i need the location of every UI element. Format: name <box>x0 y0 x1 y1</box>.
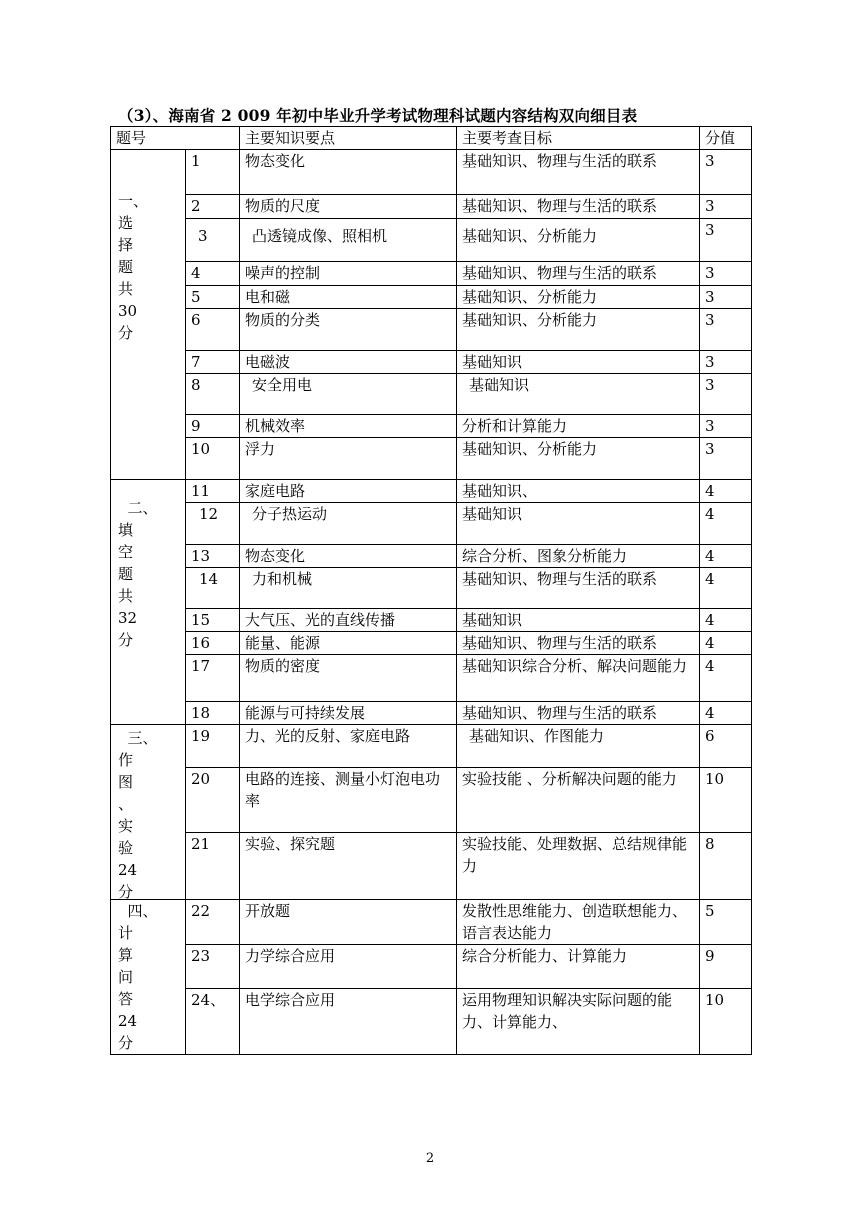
goal-cell: 基础知识、分析能力 <box>457 309 700 351</box>
goal-cell: 基础知识 <box>457 503 700 545</box>
header-question-no: 题号 <box>111 127 240 150</box>
goal-cell: 基础知识综合分析、解决问题能力 <box>457 655 700 702</box>
goal-cell: 实验技能 、分析解决问题的能力 <box>457 768 700 833</box>
knowledge-cell: 电学综合应用 <box>240 989 457 1055</box>
table-row <box>111 480 752 503</box>
question-no: 22 <box>186 900 240 945</box>
goal-cell: 基础知识、分析能力 <box>457 438 700 480</box>
question-no: 10 <box>186 438 240 480</box>
question-no: 1 <box>186 150 240 195</box>
goal-cell: 基础知识、物理与生活的联系 <box>457 150 700 195</box>
score-cell: 8 <box>700 833 752 900</box>
exam-structure-table <box>110 126 752 1055</box>
table-row <box>111 833 752 900</box>
knowledge-cell: 开放题 <box>240 900 457 945</box>
table-row <box>111 702 752 725</box>
knowledge-cell: 能量、能源 <box>240 632 457 655</box>
score-cell: 4 <box>700 609 752 632</box>
table-row <box>111 725 752 768</box>
table-row <box>111 945 752 989</box>
table-row <box>111 503 752 545</box>
knowledge-cell: 物态变化 <box>240 150 457 195</box>
knowledge-cell: 能源与可持续发展 <box>240 702 457 725</box>
category-label-1: 一、 选 择 题 共 30 分 <box>118 192 149 342</box>
question-no: 6 <box>186 309 240 351</box>
category-cell-4 <box>111 900 186 1055</box>
score-cell: 3 <box>700 309 752 351</box>
goal-cell: 分析和计算能力 <box>457 415 700 438</box>
goal-cell: 基础知识、 <box>457 480 700 503</box>
question-no: 18 <box>186 702 240 725</box>
score-cell: 3 <box>700 286 752 309</box>
table-row <box>111 438 752 480</box>
goal-cell: 基础知识、分析能力 <box>457 286 700 309</box>
score-cell: 6 <box>700 725 752 768</box>
question-no: 9 <box>186 415 240 438</box>
table-row <box>111 374 752 415</box>
score-cell: 4 <box>700 568 752 609</box>
score-cell: 9 <box>700 945 752 989</box>
score-cell: 4 <box>700 503 752 545</box>
score-cell: 3 <box>700 262 752 286</box>
question-no: 21 <box>186 833 240 900</box>
score-cell: 4 <box>700 655 752 702</box>
goal-cell: 基础知识 <box>457 609 700 632</box>
knowledge-cell: 电路的连接、测量小灯泡电功率 <box>240 768 457 833</box>
question-no: 2 <box>186 195 240 219</box>
header-knowledge: 主要知识要点 <box>240 127 457 150</box>
question-no: 3 <box>186 219 240 262</box>
knowledge-cell: 大气压、光的直线传播 <box>240 609 457 632</box>
goal-cell: 发散性思维能力、创造联想能力、语言表达能力 <box>457 900 700 945</box>
score-cell: 3 <box>700 150 752 195</box>
question-no: 20 <box>186 768 240 833</box>
page-number: 2 <box>425 1151 435 1166</box>
goal-cell: 运用物理知识解决实际问题的能力、计算能力、 <box>457 989 700 1055</box>
knowledge-cell: 安全用电 <box>240 374 457 415</box>
goal-cell: 实验技能、处理数据、总结规律能力 <box>457 833 700 900</box>
knowledge-cell: 噪声的控制 <box>240 262 457 286</box>
knowledge-cell: 物质的分类 <box>240 309 457 351</box>
goal-cell: 基础知识、物理与生活的联系 <box>457 195 700 219</box>
score-cell: 4 <box>700 632 752 655</box>
table-row <box>111 568 752 609</box>
table-row <box>111 195 752 219</box>
question-no: 24、 <box>186 989 240 1055</box>
goal-cell: 基础知识、物理与生活的联系 <box>457 262 700 286</box>
score-cell: 3 <box>700 219 752 262</box>
category-cell-2 <box>111 480 186 725</box>
question-no: 11 <box>186 480 240 503</box>
knowledge-cell: 电和磁 <box>240 286 457 309</box>
question-no: 7 <box>186 351 240 374</box>
knowledge-cell: 力和机械 <box>240 568 457 609</box>
category-cell-3 <box>111 725 186 900</box>
table-header-row <box>111 127 752 150</box>
knowledge-cell: 物态变化 <box>240 545 457 568</box>
score-cell: 3 <box>700 351 752 374</box>
table-row <box>111 545 752 568</box>
goal-cell: 基础知识、物理与生活的联系 <box>457 568 700 609</box>
knowledge-cell: 浮力 <box>240 438 457 480</box>
goal-cell: 基础知识、分析能力 <box>457 219 700 262</box>
score-cell: 3 <box>700 374 752 415</box>
table-row <box>111 286 752 309</box>
score-cell: 3 <box>700 415 752 438</box>
table-row <box>111 351 752 374</box>
question-no: 14 <box>186 568 240 609</box>
table-row <box>111 609 752 632</box>
goal-cell: 基础知识 <box>457 351 700 374</box>
knowledge-cell: 力学综合应用 <box>240 945 457 989</box>
table-row <box>111 632 752 655</box>
table-row <box>111 415 752 438</box>
knowledge-cell: 物质的密度 <box>240 655 457 702</box>
question-no: 12 <box>186 503 240 545</box>
score-cell: 4 <box>700 702 752 725</box>
score-cell: 4 <box>700 480 752 503</box>
goal-cell: 基础知识 <box>457 374 700 415</box>
knowledge-cell: 实验、探究题 <box>240 833 457 900</box>
knowledge-cell: 家庭电路 <box>240 480 457 503</box>
knowledge-cell: 力、光的反射、家庭电路 <box>240 725 457 768</box>
score-cell: 4 <box>700 545 752 568</box>
question-no: 4 <box>186 262 240 286</box>
header-goal: 主要考查目标 <box>457 127 700 150</box>
knowledge-cell: 物质的尺度 <box>240 195 457 219</box>
goal-cell: 基础知识、物理与生活的联系 <box>457 632 700 655</box>
goal-cell: 综合分析、图象分析能力 <box>457 545 700 568</box>
knowledge-cell: 凸透镜成像、照相机 <box>240 219 457 262</box>
score-cell: 10 <box>700 768 752 833</box>
score-cell: 3 <box>700 195 752 219</box>
question-no: 23 <box>186 945 240 989</box>
question-no: 17 <box>186 655 240 702</box>
question-no: 13 <box>186 545 240 568</box>
table-row <box>111 655 752 702</box>
goal-cell: 基础知识、物理与生活的联系 <box>457 702 700 725</box>
question-no: 15 <box>186 609 240 632</box>
question-no: 19 <box>186 725 240 768</box>
score-cell: 3 <box>700 438 752 480</box>
score-cell: 5 <box>700 900 752 945</box>
question-no: 5 <box>186 286 240 309</box>
document-title: （3）、海南省 2 009 年初中毕业升学考试物理科试题内容结构双向细目表 <box>118 106 638 125</box>
table-row <box>111 309 752 351</box>
table-row <box>111 989 752 1055</box>
knowledge-cell: 电磁波 <box>240 351 457 374</box>
table-row <box>111 900 752 945</box>
category-label-3: 三、 作 图 、 实 验 24 分 <box>118 729 158 901</box>
question-no: 16 <box>186 632 240 655</box>
table-row <box>111 219 752 262</box>
category-label-2: 二、 填 空 题 共 32 分 <box>118 499 158 649</box>
table-row <box>111 262 752 286</box>
category-cell-1 <box>111 150 186 480</box>
question-no: 8 <box>186 374 240 415</box>
header-score: 分值 <box>700 127 752 150</box>
knowledge-cell: 机械效率 <box>240 415 457 438</box>
table-row <box>111 768 752 833</box>
table-row <box>111 150 752 195</box>
goal-cell: 基础知识、作图能力 <box>457 725 700 768</box>
goal-cell: 综合分析能力、计算能力 <box>457 945 700 989</box>
score-cell: 10 <box>700 989 752 1055</box>
category-label-4: 四、 计 算 问 答 24 分 <box>118 902 158 1052</box>
knowledge-cell: 分子热运动 <box>240 503 457 545</box>
